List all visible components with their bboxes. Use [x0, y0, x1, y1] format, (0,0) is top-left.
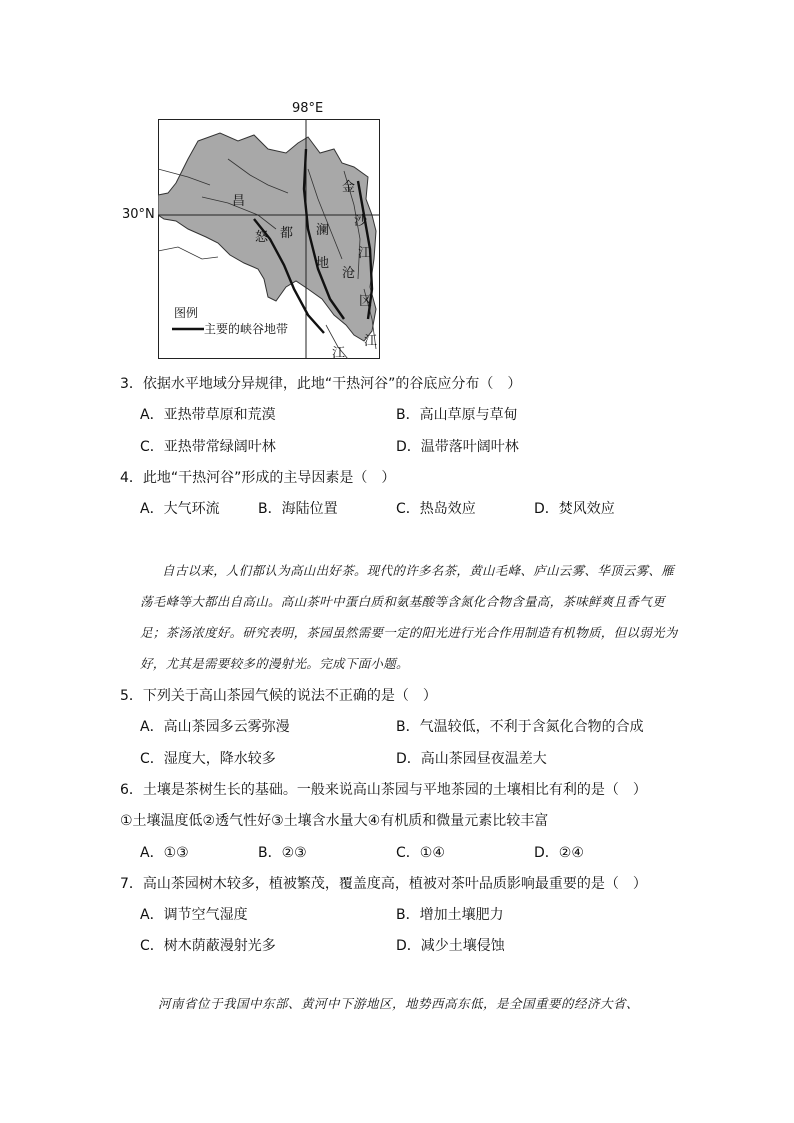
map-label-chang: 昌 — [232, 194, 246, 209]
question-3-option-b: B．高山草原与草甸 — [396, 407, 518, 423]
legend-item-label: 主要的峡谷地带 — [204, 322, 289, 336]
question-7-stem: 7．高山茶园树木较多，植被繁茂，覆盖度高，植被对茶叶品质影响最重要的是（ ） — [120, 876, 647, 892]
map-label-sha: 沙 — [354, 214, 368, 229]
question-3-option-c: C．亚热带常绿阔叶林 — [140, 439, 276, 455]
map-label-jiang-3: 江 — [332, 346, 346, 359]
map-label-qu: 区 — [359, 294, 373, 309]
map-label-jiang-1: 江 — [358, 246, 372, 261]
map-label-lan: 澜 — [316, 223, 330, 238]
map-label-nu: 怒 — [255, 230, 269, 245]
map-label-du: 都 — [280, 226, 294, 241]
reading-passage-tea: 自古以来，人们都认为高山出好茶。现代的许多名茶，黄山毛峰、庐山云雾、华顶云雾、雁荡毛峰等大都出自高山。高山茶叶中蛋白质和氨基酸等含氮化合物含量高，茶味鲜爽且香气更足；茶汤浓度好。研究表明，茶园虽然需要一定的阳光进行光合作用制造有机物质，但以弱光为好，尤其是需要较多的漫射光。完成下面小题。 — [140, 563, 678, 671]
question-6-stem: 6．土壤是茶树生长的基础。一般来说高山茶园与平地茶园的土壤相比有利的是（ ） — [120, 782, 647, 798]
question-7-option-a: A．调节空气湿度 — [140, 907, 248, 923]
legend-title: 图例 — [174, 306, 199, 320]
question-6-option-b: B．②③ — [258, 845, 307, 861]
map-label-di: 地 — [316, 256, 330, 271]
question-5-option-b: B．气温较低，不利于含氮化合物的合成 — [396, 719, 644, 735]
question-5-option-d: D．高山茶园昼夜温差大 — [396, 751, 547, 767]
gorge-region-map — [158, 119, 380, 359]
question-4-option-b: B．海陆位置 — [258, 501, 338, 517]
longitude-label: 98°E — [292, 101, 324, 116]
question-6-option-a: A．①③ — [140, 845, 189, 861]
question-3-option-d: D．温带落叶阔叶林 — [396, 439, 519, 455]
question-5-option-a: A．高山茶园多云雾弥漫 — [140, 719, 290, 735]
question-6-option-c: C．①④ — [396, 845, 445, 861]
question-4-option-c: C．热岛效应 — [396, 501, 476, 517]
question-7-option-d: D．减少土壤侵蚀 — [396, 938, 505, 954]
question-4-option-d: D．焚风效应 — [534, 501, 615, 517]
reading-passage-henan: 河南省位于我国中东部、黄河中下游地区，地势西高东低，是全国重要的经济大省、 — [158, 996, 640, 1011]
question-5-stem: 5．下列关于高山茶园气候的说法不正确的是（ ） — [120, 688, 437, 704]
map-label-jin: 金 — [342, 180, 356, 195]
question-7-option-c: C．树木荫蔽漫射光多 — [140, 938, 276, 954]
question-6-statements: ①土壤温度低②透气性好③土壤含水量大④有机质和微量元素比较丰富 — [120, 813, 549, 829]
question-4-option-a: A．大气环流 — [140, 501, 220, 517]
question-3-stem: 3．依据水平地域分异规律，此地“干热河谷”的谷底应分布（ ） — [120, 376, 522, 392]
question-5-option-c: C．湿度大，降水较多 — [140, 751, 276, 767]
map-label-jiang-2: 江 — [364, 334, 378, 349]
question-3-option-a: A．亚热带草原和荒漠 — [140, 407, 276, 423]
map-label-cang: 沧 — [342, 266, 356, 281]
latitude-label: 30°N — [122, 207, 155, 222]
question-7-option-b: B．增加土壤肥力 — [396, 907, 504, 923]
question-6-option-d: D．②④ — [534, 845, 584, 861]
question-4-stem: 4．此地“干热河谷”形成的主导因素是（ ） — [120, 470, 396, 486]
